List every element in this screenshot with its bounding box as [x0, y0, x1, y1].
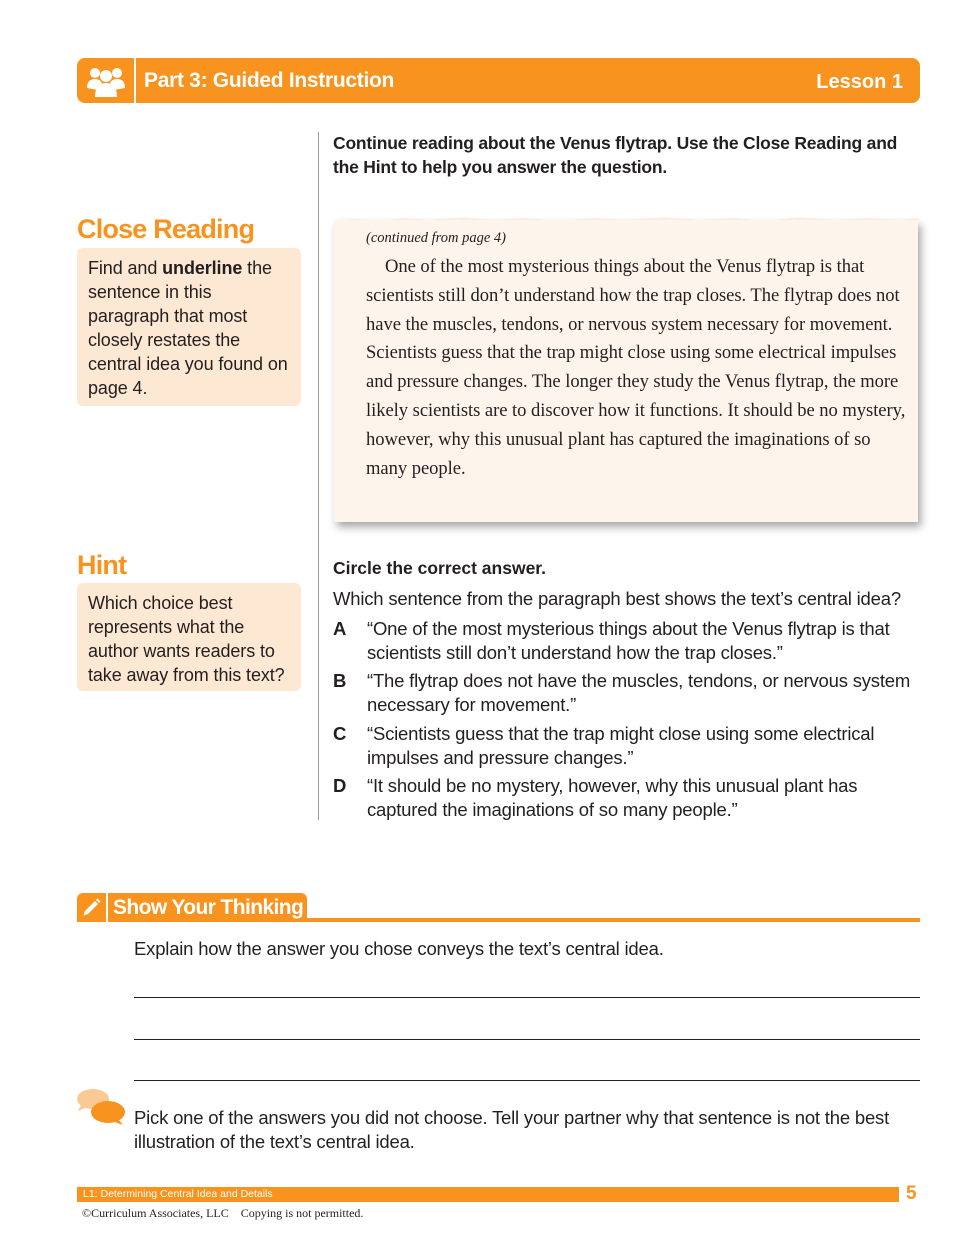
answer-line-3[interactable] [134, 1080, 920, 1081]
close-reading-text-end: the sentence in this paragraph that most closely restates the central idea you found on page 4. [88, 258, 288, 398]
choice-letter: B [333, 670, 347, 691]
footer-lesson-label: L1: Determining Central Idea and Details [83, 1188, 273, 1200]
continued-note: (continued from page 4) [366, 230, 507, 246]
header-bar [77, 58, 920, 103]
question-instruction: Circle the correct answer. [333, 558, 547, 578]
choice-letter: A [333, 618, 347, 639]
choice-text: “It should be no mystery, however, why this unusual plant has captured the imaginations of so many people.” [367, 775, 858, 820]
close-reading-title: Close Reading [77, 214, 255, 244]
reading-passage [334, 220, 918, 522]
header-separator [134, 58, 136, 103]
partner-prompt: Pick one of the answers you did not choose. Tell your partner why that sentence is not the best illustration of the text’s central idea. [134, 1107, 890, 1152]
part-title: Part 3: Guided Instruction [144, 69, 395, 92]
close-reading-bold-word: underline [162, 258, 243, 278]
choice-letter: D [333, 775, 347, 796]
choice-text: “Scientists guess that the trap might close using some electrical impulses and pressure changes.” [367, 723, 875, 768]
instruction-text: Continue reading about the Venus flytrap. Use the Close Reading and the Hint to help you answer the question. [333, 133, 898, 177]
tab-separator [106, 893, 108, 922]
footer-bar [77, 1187, 899, 1202]
students-group-icon [86, 64, 126, 98]
lesson-label: Lesson 1 [816, 71, 903, 93]
passage-text: One of the most mysterious things about the Venus flytrap is that scientists still don’t understand how the trap closes. The flytrap does not have the muscles, tendons, or nervous system necessary for movement. Scientists guess that the trap might close using some electrical impulses and pressure changes. The longer they study the Venus flytrap, the more likely scientists are to discover how it functions. It should be no mystery, however, why this unusual plant has captured the imaginations of so many people. [366, 256, 906, 479]
close-reading-text-start: Find and [88, 258, 163, 278]
question-stem: Which sentence from the paragraph best shows the text’s central idea? [333, 588, 901, 609]
explain-prompt: Explain how the answer you chose conveys the text’s central idea. [134, 938, 664, 959]
hint-title: Hint [77, 550, 127, 580]
copyright-notice: ©Curriculum Associates, LLC Copying is not permitted. [82, 1206, 364, 1220]
answer-line-1[interactable] [134, 997, 920, 998]
page-number: 5 [906, 1183, 917, 1204]
choice-text: “The flytrap does not have the muscles, tendons, or nervous system necessary for movement.” [367, 670, 911, 715]
show-your-thinking-title: Show Your Thinking [113, 896, 304, 919]
choice-letter: C [333, 723, 347, 744]
pencil-icon [81, 896, 103, 918]
show-your-thinking-tab [77, 893, 307, 922]
hint-box [77, 583, 301, 691]
column-divider [318, 132, 319, 820]
hint-text: Which choice best represents what the author wants readers to take away from this text? [88, 593, 285, 685]
speech-bubbles-icon [76, 1088, 126, 1128]
close-reading-box [77, 248, 301, 406]
choice-text: “One of the most mysterious things about the Venus flytrap is that scientists still don’t understand how the trap closes.” [367, 618, 890, 663]
answer-line-2[interactable] [134, 1039, 920, 1040]
